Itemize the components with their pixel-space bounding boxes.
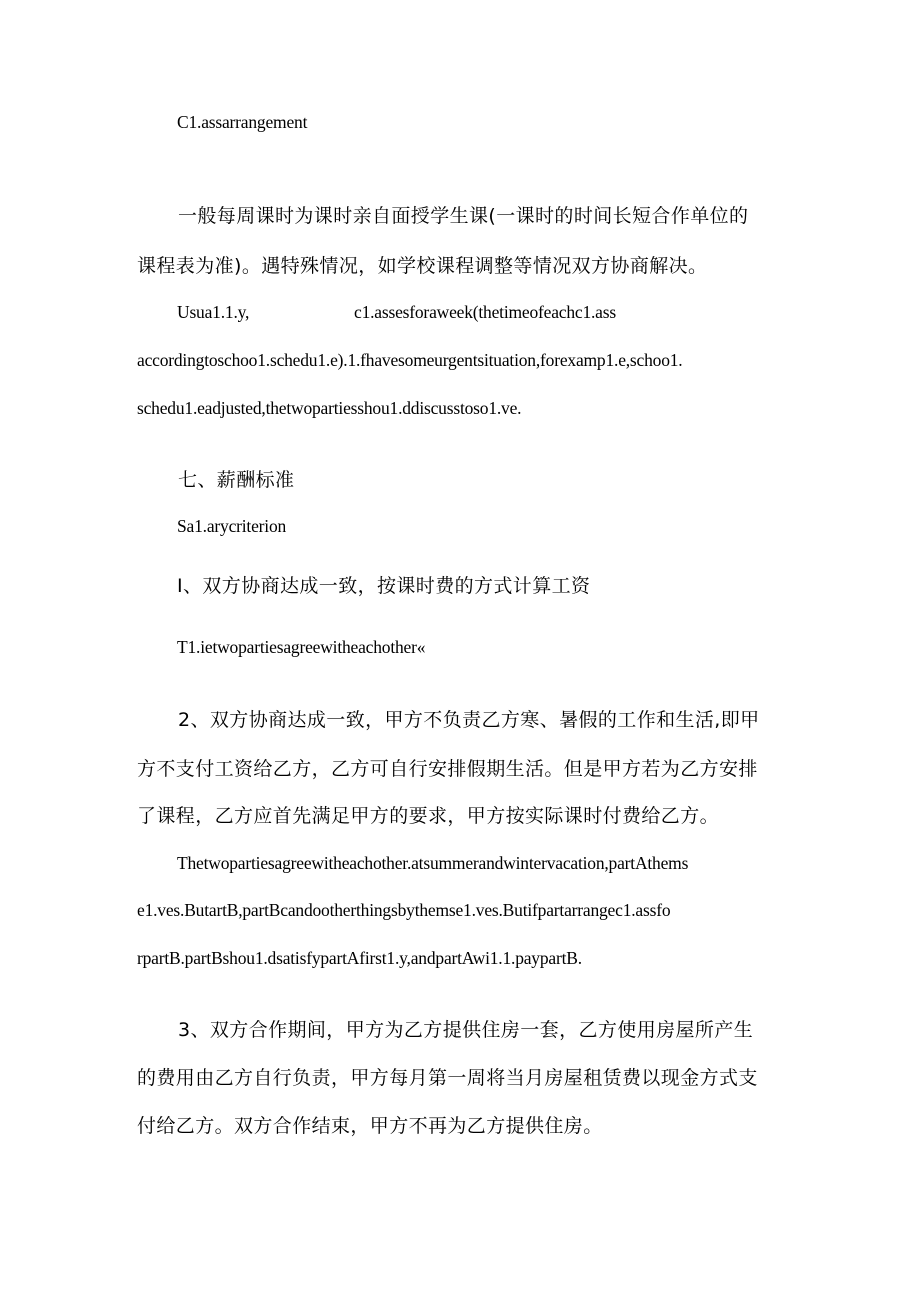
salary-item-1-en: T1.ietwopartiesagreewitheachother« bbox=[177, 637, 426, 657]
class-arrangement-heading: C1.assarrangement bbox=[177, 112, 308, 132]
salary-item-2-en-line-2: e1.ves.ButartB,partBcandootherthingsbythemse1.ves.Butifpartarrangec1.assfo bbox=[137, 900, 671, 920]
salary-item-2-en-line-1: Thetwopartiesagreewitheachother.atsummerandwintervacation,partAthems bbox=[177, 853, 689, 873]
salary-item-1-zh: I、双方协商达成一致，按课时费的方式计算工资 bbox=[177, 575, 591, 597]
class-arrangement-en-line-3: schedu1.eadjusted,thetwopartiesshou1.ddiscusstoso1.ve. bbox=[137, 398, 522, 418]
class-arrangement-en-line-1b: c1.assesforaweek(thetimeofeachc1.ass bbox=[354, 302, 616, 322]
salary-item-2-zh-line-1: 2、双方协商达成一致，甲方不负责乙方寒、暑假的工作和生活,即甲 bbox=[178, 709, 760, 731]
salary-item-3-zh-line-1: 3、双方合作期间，甲方为乙方提供住房一套，乙方使用房屋所产生 bbox=[178, 1019, 754, 1041]
salary-item-2-zh-line-3: 了课程，乙方应首先满足甲方的要求，甲方按实际课时付费给乙方。 bbox=[137, 805, 720, 827]
salary-item-2-en-line-3: rpartB.partBshou1.dsatisfypartAfirst1.y,andpartAwi1.1.paypartB. bbox=[137, 948, 582, 968]
salary-item-3-zh-line-3: 付给乙方。双方合作结束，甲方不再为乙方提供住房。 bbox=[137, 1115, 603, 1137]
class-arrangement-en-line-2: accordingtoschoo1.schedu1.e).1.fhavesomeurgentsituation,forexamp1.e,schoo1. bbox=[137, 350, 683, 370]
class-arrangement-zh-line-1: 一般每周课时为课时亲自面授学生课(一课时的时间长短合作单位的 bbox=[178, 205, 749, 227]
salary-item-2-zh-line-2: 方不支付工资给乙方，乙方可自行安排假期生活。但是甲方若为乙方安排 bbox=[137, 758, 758, 780]
class-arrangement-en-line-1a: Usua1.1.y, bbox=[177, 302, 250, 322]
salary-heading-en: Sa1.arycriterion bbox=[177, 516, 287, 536]
class-arrangement-zh-line-2: 课程表为准)。遇特殊情况，如学校课程调整等情况双方协商解决。 bbox=[137, 255, 708, 277]
salary-heading-zh: 七、薪酬标准 bbox=[178, 469, 295, 491]
salary-item-3-zh-line-2: 的费用由乙方自行负责，甲方每月第一周将当月房屋租赁费以现金方式支 bbox=[137, 1067, 758, 1089]
